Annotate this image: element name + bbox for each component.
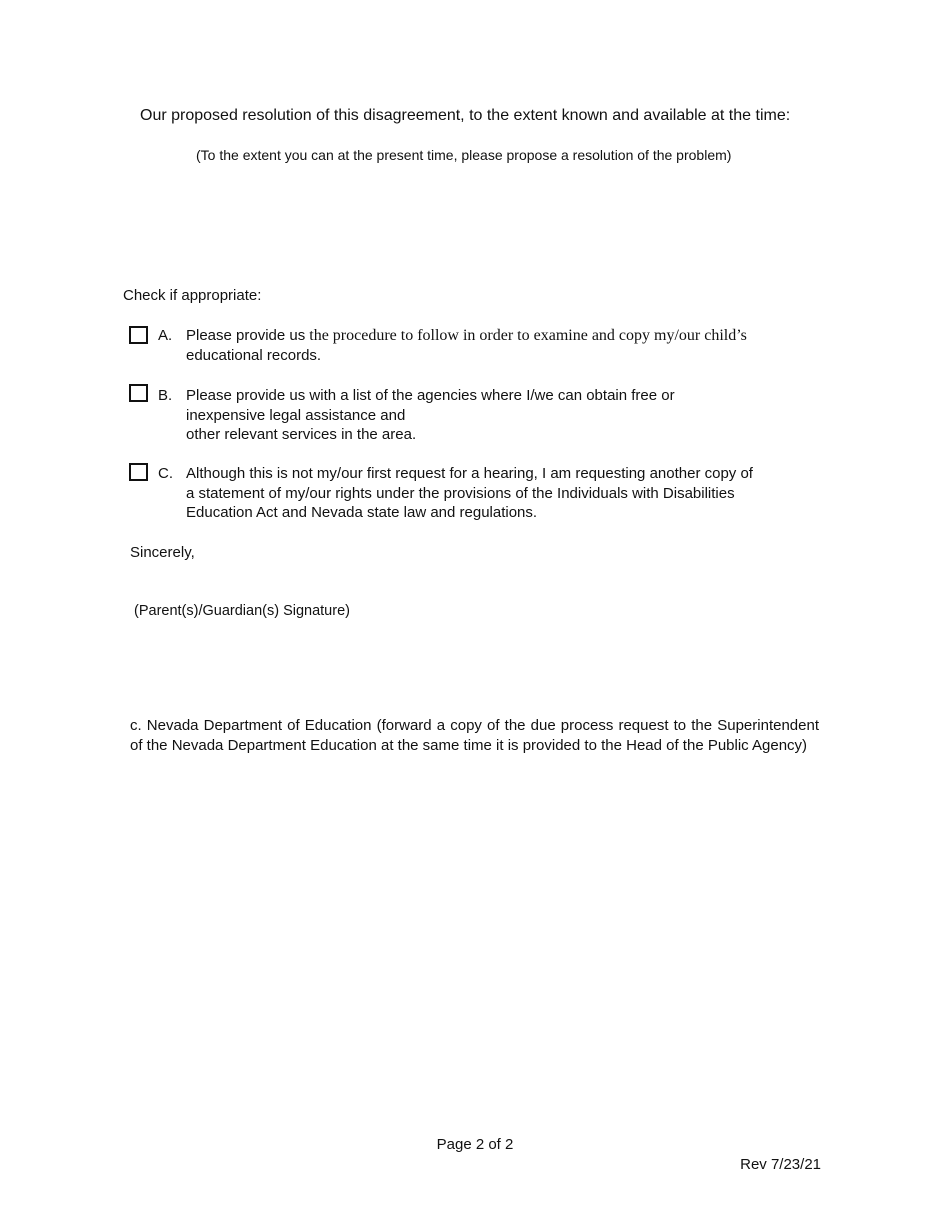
item-b-line-2: inexpensive legal assistance and: [186, 406, 406, 424]
item-letter-c: C.: [158, 465, 173, 482]
nevada-department-note: c. Nevada Department of Education (forward a copy of the due process request to the Superintendent of the Nevada Department Education at the same time it is provided to the Head of the Public Agency): [130, 717, 819, 754]
item-text-c: [186, 464, 818, 523]
signature-label: (Parent(s)/Guardian(s) Signature): [134, 603, 350, 619]
check-if-appropriate-label: Check if appropriate:: [123, 287, 262, 304]
item-b-line-1: Please provide us with a list of the agencies where I/we can obtain free or: [186, 387, 675, 404]
item-a-line-1-start: Please provide us: [186, 327, 306, 344]
item-a-line-2: educational records.: [186, 346, 322, 364]
item-text-b: [186, 386, 818, 445]
item-c-line-3: Education Act and Nevada state law and regulations.: [186, 504, 538, 521]
resolution-instructions: (To the extent you can at the present time, please propose a resolution of the problem): [196, 147, 732, 163]
item-c-line-2: a statement of my/our rights under the provisions of the Individuals with Disabilities: [186, 484, 735, 502]
checkbox-b[interactable]: [129, 384, 148, 402]
item-b-line-3: other relevant services in the area.: [186, 426, 417, 443]
item-a-line-1: [186, 326, 818, 346]
checkbox-a[interactable]: [129, 326, 148, 344]
item-letter-a: A.: [158, 327, 173, 344]
closing-salutation: Sincerely,: [130, 544, 195, 561]
resolution-heading: Our proposed resolution of this disagreement, to the extent known and available at the time:: [140, 107, 791, 124]
item-a-line-1-rest: the procedure to follow in order to examine and copy my/our child’s: [305, 327, 747, 344]
page-number: Page 2 of 2: [436, 1136, 514, 1153]
item-text-a: [186, 326, 818, 365]
revision-date: Rev 7/23/21: [740, 1156, 821, 1173]
item-letter-b: B.: [158, 387, 173, 404]
item-c-line-1: Although this is not my/our first request for a hearing, I am requesting another copy of: [186, 465, 753, 482]
checkbox-c[interactable]: [129, 463, 148, 481]
